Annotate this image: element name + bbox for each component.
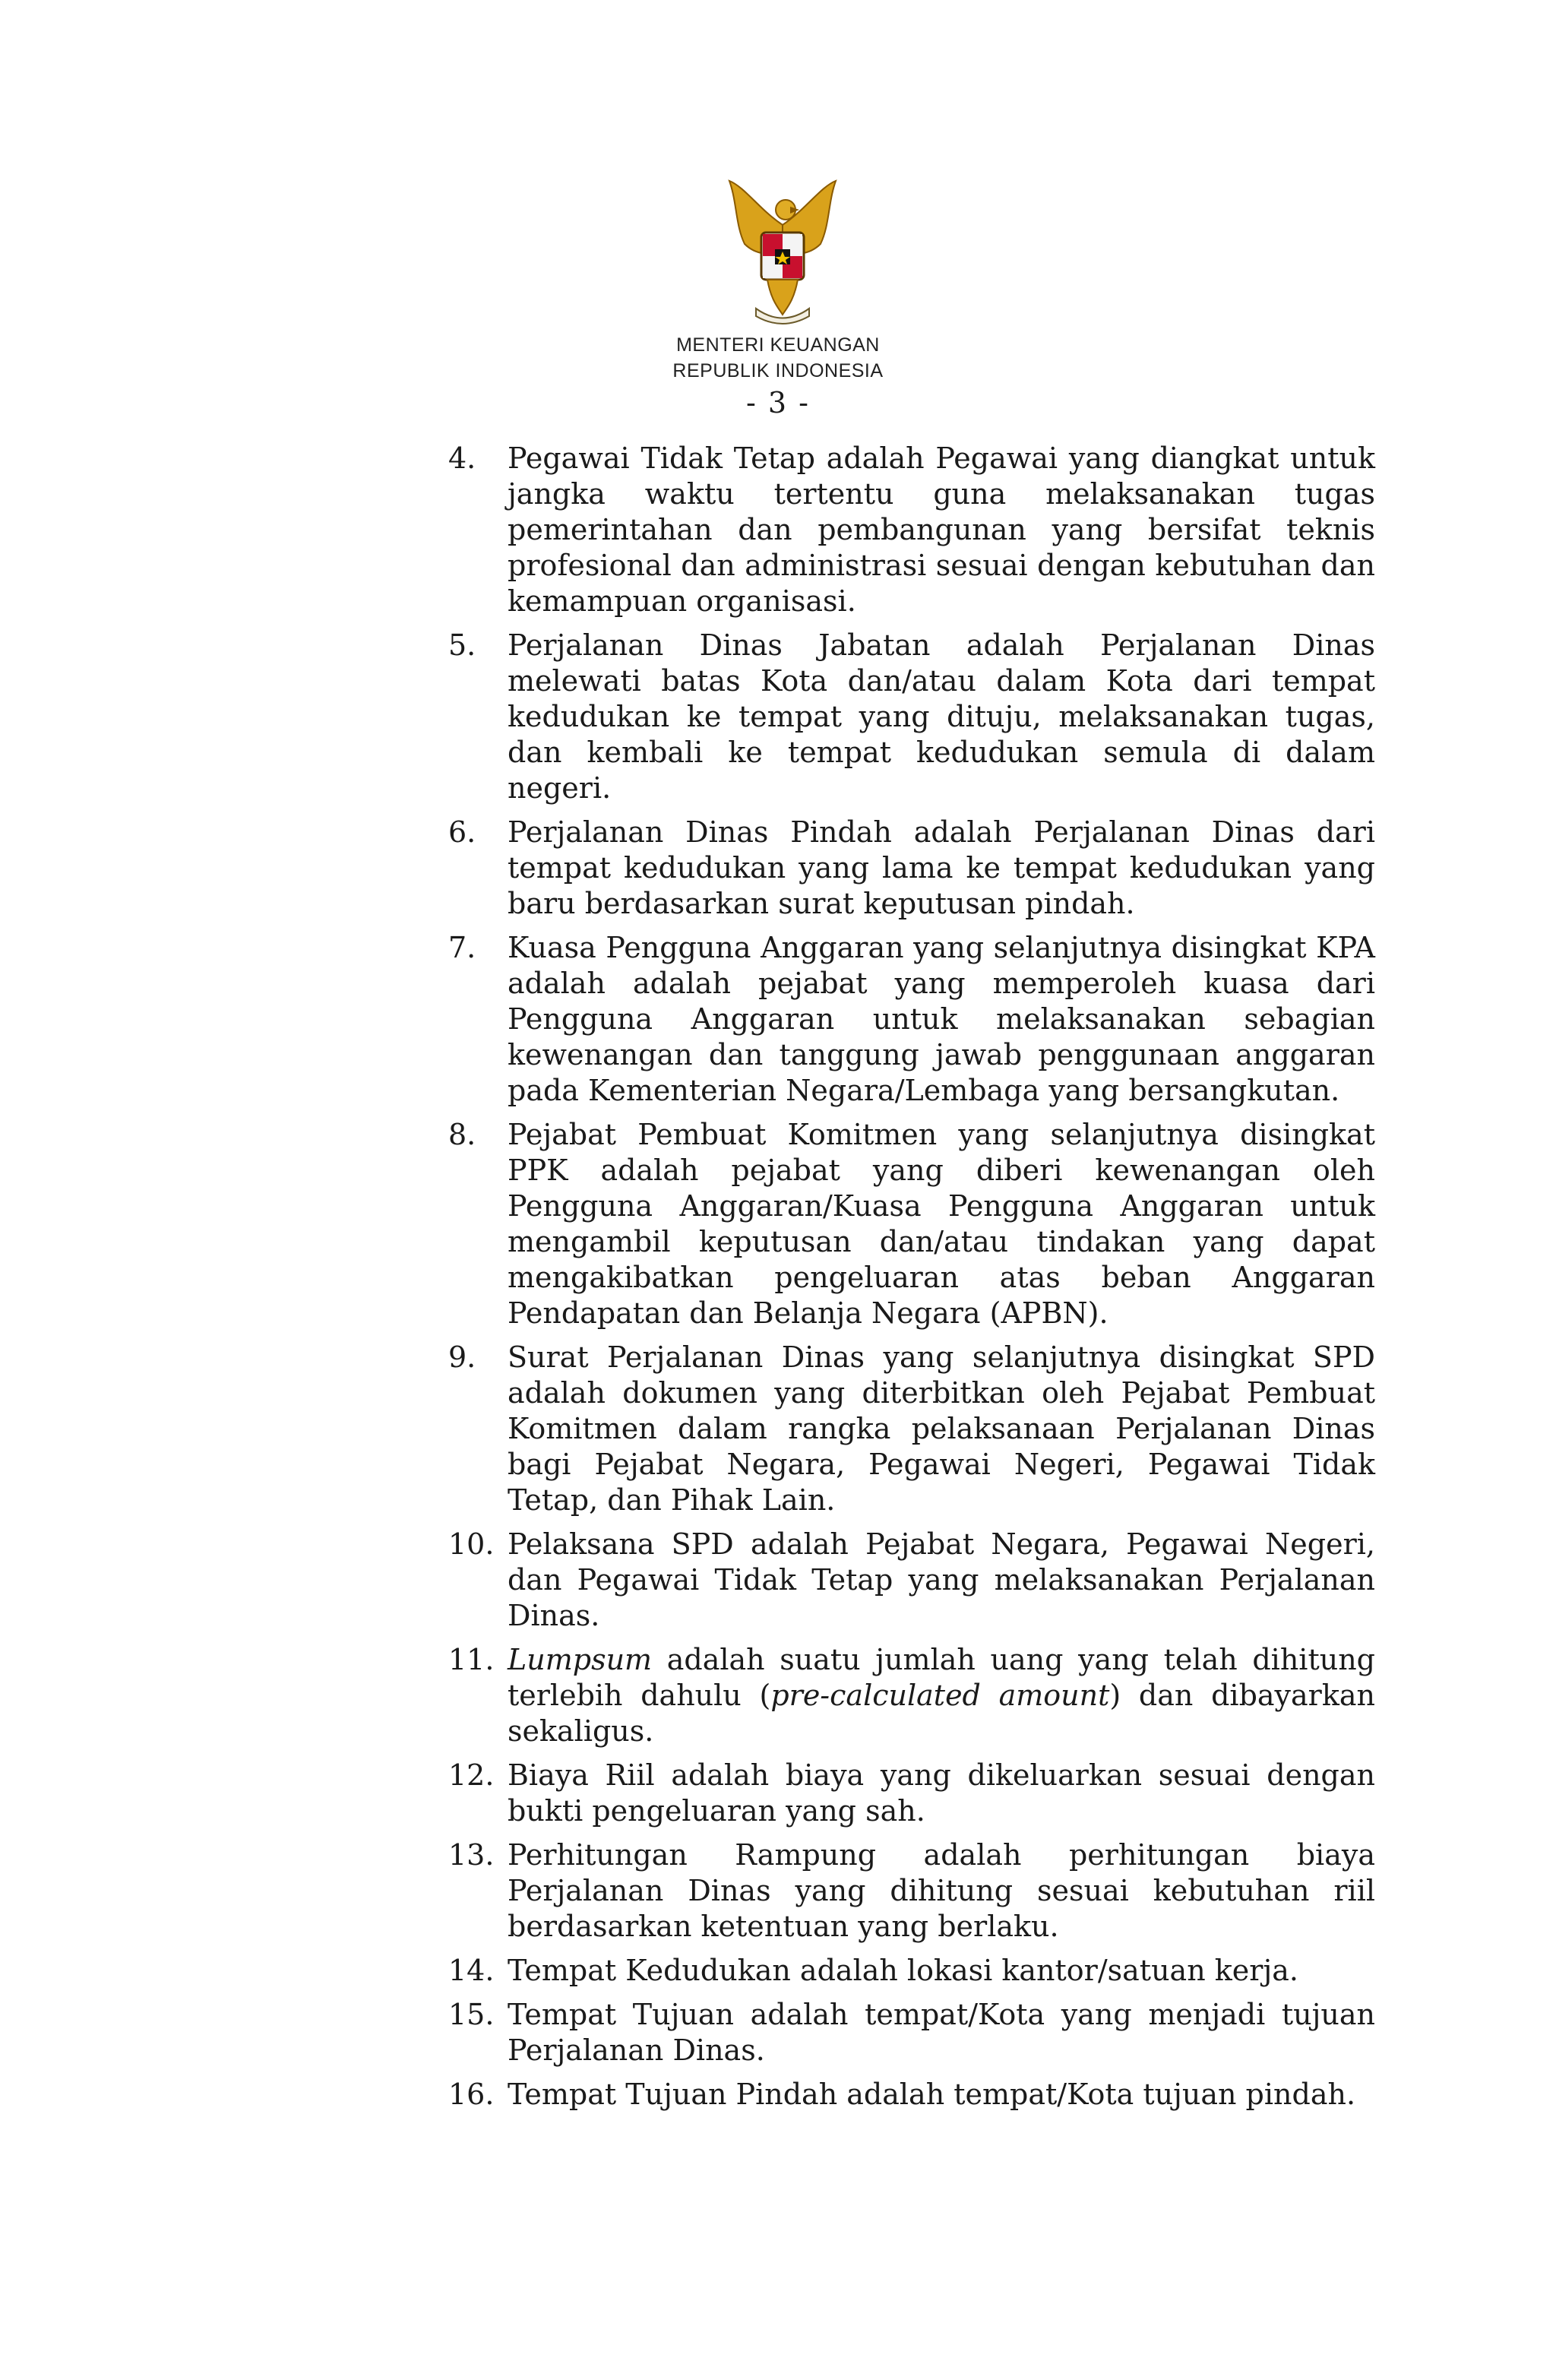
item-text: Surat Perjalanan Dinas yang selanjutnya disingkat SPD adalah dokumen yang diterbitkan oleh Pejabat Pembuat Komitmen dalam rangka pelaksanaan Perjalanan Dinas bagi Pejabat Negara, Pegawai Negeri, Pegawai Tidak Tetap, dan Pihak Lain. <box>508 1340 1375 1517</box>
item-number: 14. <box>448 1954 495 1987</box>
list-item <box>448 628 1375 806</box>
item-text: Pejabat Pembuat Komitmen yang selanjutnya disingkat PPK adalah pejabat yang diberi kewenangan oleh Pengguna Anggaran/Kuasa Pengguna Anggaran untuk mengambil keputusan dan/atau tindakan yang dapat mengakibatkan pengeluaran atas beban Anggaran Pendapatan dan Belanja Negara (APBN). <box>508 1118 1375 1330</box>
item-number: 7. <box>448 931 476 964</box>
list-item <box>448 1340 1375 1518</box>
list-item <box>448 1642 1375 1749</box>
country-title: REPUBLIK INDONESIA <box>672 360 884 381</box>
list-item <box>448 930 1375 1109</box>
item-text: Pelaksana SPD adalah Pejabat Negara, Pegawai Negeri, dan Pegawai Tidak Tetap yang melaksanakan Perjalanan Dinas. <box>508 1527 1375 1632</box>
definitions-list <box>448 441 1375 2121</box>
item-number: 11. <box>448 1643 495 1676</box>
item-text: Perhitungan Rampung adalah perhitungan biaya Perjalanan Dinas yang dihitung sesuai kebutuhan riil berdasarkan ketentuan yang berlaku. <box>508 1838 1375 1943</box>
item-text <box>508 1642 1375 1749</box>
item-number: 10. <box>448 1527 495 1561</box>
item-text: Tempat Tujuan Pindah adalah tempat/Kota tujuan pindah. <box>508 2078 1356 2111</box>
term-lumpsum: Lumpsum <box>508 1643 653 1676</box>
item-text: Pegawai Tidak Tetap adalah Pegawai yang diangkat untuk jangka waktu tertentu guna melaksanakan tugas pemerintahan dan pembangunan yang bersifat teknis profesional dan administrasi sesuai dengan kebutuhan dan kemampuan organisasi. <box>508 442 1375 618</box>
item-text-part: ) dan dibayarkan sekaligus. <box>508 1679 1375 1748</box>
list-item <box>448 1953 1375 1989</box>
item-number: 12. <box>448 1758 495 1792</box>
item-number: 6. <box>448 815 476 849</box>
list-item <box>448 1527 1375 1634</box>
item-number: 16. <box>448 2078 495 2111</box>
item-text: Perjalanan Dinas Jabatan adalah Perjalanan Dinas melewati batas Kota dan/atau dalam Kota dari tempat kedudukan ke tempat yang dituju, melaksanakan tugas, dan kembali ke tempat kedudukan semula di dalam negeri. <box>508 628 1375 805</box>
item-text: Biaya Riil adalah biaya yang dikeluarkan sesuai dengan bukti pengeluaran yang sah. <box>508 1758 1375 1828</box>
list-item <box>448 2077 1375 2113</box>
item-text: Tempat Tujuan adalah tempat/Kota yang menjadi tujuan Perjalanan Dinas. <box>508 1998 1375 2067</box>
ministry-title: MENTERI KEUANGAN <box>676 334 880 356</box>
list-item <box>448 1117 1375 1331</box>
list-item <box>448 1997 1375 2068</box>
item-number: 15. <box>448 1998 495 2031</box>
item-number: 9. <box>448 1340 476 1374</box>
item-text: Perjalanan Dinas Pindah adalah Perjalanan Dinas dari tempat kedudukan yang lama ke tempat kedudukan yang baru berdasarkan surat keputusan pindah. <box>508 815 1375 920</box>
item-text: Kuasa Pengguna Anggaran yang selanjutnya disingkat KPA adalah adalah pejabat yang memperoleh kuasa dari Pengguna Anggaran untuk melaksanakan sebagian kewenangan dan tanggung jawab penggunaan anggaran pada Kementerian Negara/Lembaga yang bersangkutan. <box>508 931 1375 1107</box>
item-number: 8. <box>448 1118 476 1151</box>
item-text: Tempat Kedudukan adalah lokasi kantor/satuan kerja. <box>508 1954 1298 1987</box>
list-item <box>448 441 1375 619</box>
list-item <box>448 1837 1375 1945</box>
term-pre-calculated: pre-calculated amount <box>770 1679 1110 1712</box>
garuda-emblem-icon <box>714 179 851 331</box>
item-number: 5. <box>448 628 476 662</box>
item-number: 13. <box>448 1838 495 1872</box>
item-number: 4. <box>448 442 476 475</box>
item-text-part: adalah suatu jumlah uang yang telah dihitung terlebih dahulu ( <box>508 1643 1375 1712</box>
page-number: - 3 - <box>745 386 810 419</box>
list-item <box>448 1758 1375 1829</box>
list-item <box>448 815 1375 922</box>
